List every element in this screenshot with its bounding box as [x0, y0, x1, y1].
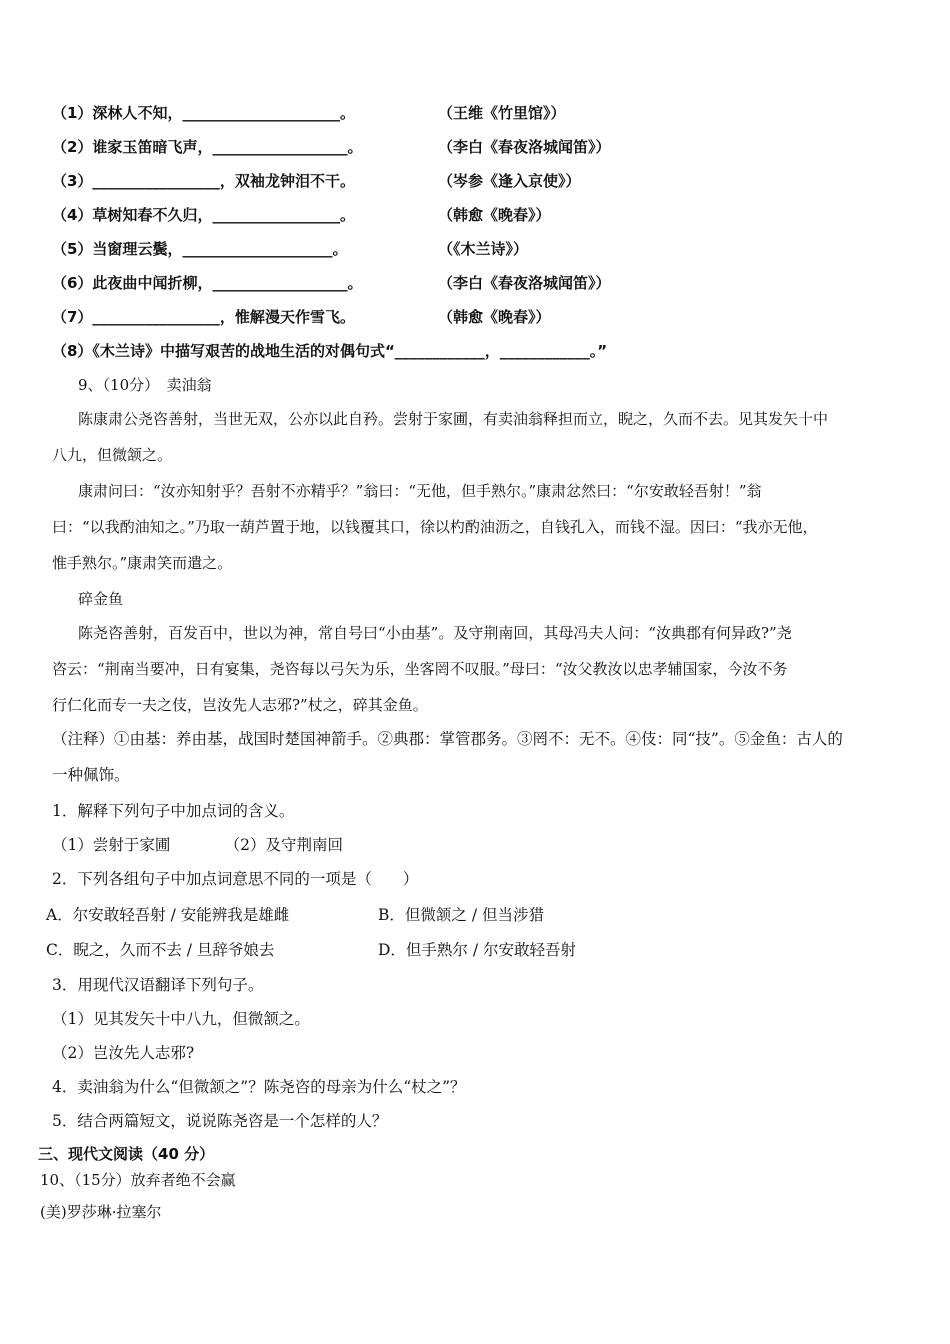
- passage-paragraph: 咨云：“荆南当要冲，日有宴集，尧咨每以弓矢为乐，坐客罔不叹服。”母曰：“汝父教汝以忠孝辅国家，今汝不务: [52, 660, 788, 678]
- passage-paragraph: 行仁化而专一夫之伎，岂汝先人志邪?”杖之，碎其金鱼。: [52, 696, 428, 714]
- poem-source: （《木兰诗》）: [438, 240, 529, 258]
- sub-question-4: 4．卖油翁为什么“但微颔之”？陈尧咨的母亲为什么“杖之”？: [52, 1078, 466, 1096]
- sub-question-3: 3．用现代汉语翻译下列句子。: [52, 976, 264, 994]
- poem-source: （韩愈《晚春》）: [438, 206, 551, 224]
- sub-question-3-item-2: （2）岂汝先人志邪?: [52, 1044, 195, 1062]
- poem-text: （4）草树知春不久归，_________________。: [52, 206, 355, 224]
- poem-source: （王维《竹里馆》）: [438, 104, 566, 122]
- option-b: B．但微颔之 / 但当涉猎: [378, 906, 544, 924]
- sub-question-1: 1．解释下列句子中加点词的含义。: [52, 802, 295, 820]
- option-d: D．但手熟尔 / 尔安敢轻吾射: [378, 941, 577, 959]
- sub-question-1-items: （1）尝射于家圃 （2）及守荆南回: [52, 836, 343, 854]
- passage-paragraph: 八九，但微颔之。: [52, 446, 173, 464]
- passage-title: 碎金鱼: [78, 590, 124, 608]
- poem-text: （5）当窗理云鬓，____________________。: [52, 240, 348, 258]
- passage-paragraph: 陈尧咨善射，百发百中，世以为神，常自号曰“小由基”。及守荆南回，其母冯夫人问：“汝典郡有何异政?”尧: [78, 624, 792, 642]
- annotation-note: 一种佩饰。: [52, 766, 130, 784]
- passage-paragraph: 陈康肃公尧咨善射，当世无双，公亦以此自矜。尝射于家圃，有卖油翁释担而立，睨之，久而不去。见其发矢十中: [78, 410, 829, 428]
- poem-text: （8）《木兰诗》中描写艰苦的战地生活的对偶句式“____________，____________。”: [52, 342, 608, 360]
- sub-question-5: 5．结合两篇短文，说说陈尧咨是一个怎样的人？: [52, 1112, 388, 1130]
- poem-text: （6）此夜曲中闻折柳，__________________。: [52, 274, 363, 292]
- poem-text: （3）_________________，双袖龙钟泪不干。: [52, 172, 355, 190]
- poem-source: （韩愈《晚春》）: [438, 308, 551, 326]
- question-9-heading: 9、（10分） 卖油翁: [78, 376, 212, 394]
- option-c: C．睨之，久而不去 / 旦辞爷娘去: [46, 941, 275, 959]
- passage-paragraph: 康肃问曰：“汝亦知射乎？吾射不亦精乎？”翁曰：“无他，但手熟尔。”康肃忿然曰：“尔安敢轻吾射！”翁: [78, 482, 762, 500]
- passage-paragraph: 曰：“以我酌油知之。”乃取一葫芦置于地，以钱覆其口，徐以杓酌油沥之，自钱孔入，而钱不湿。因曰：“我亦无他，: [52, 518, 818, 536]
- annotation-note: （注释）①由基：养由基，战国时楚国神箭手。②典郡：掌管郡务。③罔不：无不。④伎：同“技”。⑤金鱼：古人的: [52, 730, 843, 748]
- poem-source: （岑参《逢入京使》）: [438, 172, 581, 190]
- poem-text: （7）_________________，惟解漫天作雪飞。: [52, 308, 355, 326]
- sub-question-2: 2．下列各组句子中加点词意思不同的一项是（ ）: [52, 870, 419, 888]
- section-heading: 三、现代文阅读（40 分）: [38, 1145, 215, 1163]
- poem-text: （2）谁家玉笛暗飞声，__________________。: [52, 138, 363, 156]
- sub-question-3-item-1: （1）见其发矢十中八九，但微颔之。: [52, 1010, 310, 1028]
- author-line: (美)罗莎琳·拉塞尔: [40, 1203, 162, 1221]
- poem-text: （1）深林人不知，_____________________。: [52, 104, 355, 122]
- question-10-heading: 10、（15分）放弃者绝不会赢: [40, 1171, 236, 1189]
- poem-source: （李白《春夜洛城闻笛》）: [438, 274, 611, 292]
- option-a: A．尔安敢轻吾射 / 安能辨我是雄雌: [46, 906, 290, 924]
- passage-paragraph: 惟手熟尔。”康肃笑而遣之。: [52, 554, 233, 572]
- poem-source: （李白《春夜洛城闻笛》）: [438, 138, 611, 156]
